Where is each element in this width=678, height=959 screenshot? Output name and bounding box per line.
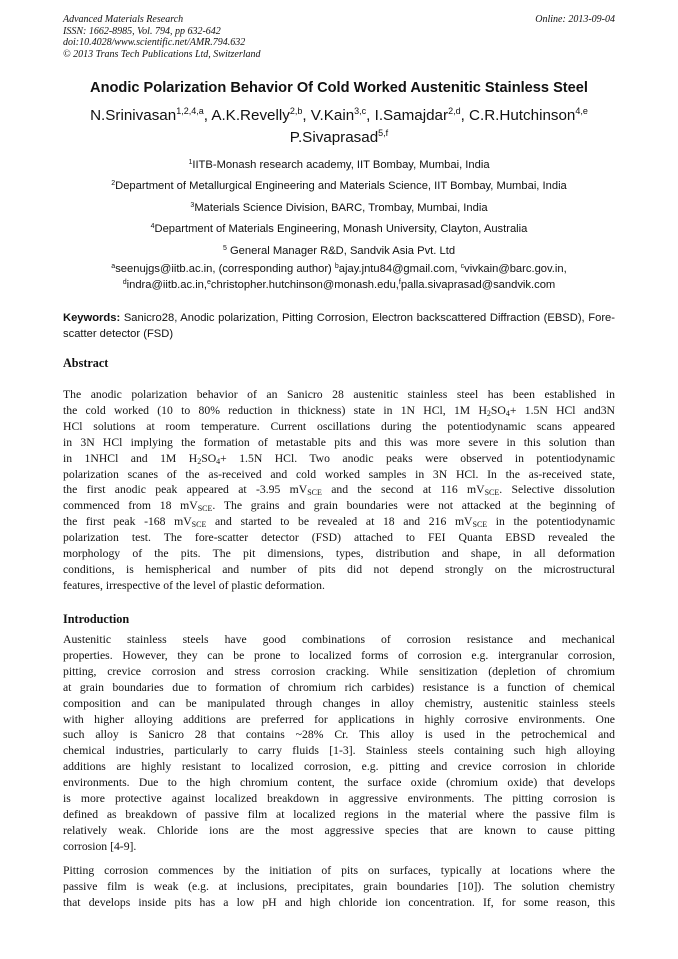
author-name: , C.R.Hutchinson — [460, 107, 576, 124]
abstract-line: in 3N HCl implying the formation of metastable pits and this was more severe in this solution than — [63, 435, 615, 449]
affiliation-text: Department of Metallurgical Engineering and Materials Science, IIT Bombay, Mumbai, India — [115, 180, 567, 193]
online-date: Online: 2013-09-04 — [535, 14, 615, 25]
abstract-line: commenced from 18 $mV_{SCE}$. The grains and grain boundaries were not attacked at the beginning of — [63, 499, 615, 514]
abstract-line: morphology of the pits. The pit dimensions, types, distribution and shape, in all deformation — [63, 547, 615, 561]
email-sup: e — [207, 278, 211, 286]
email-sup: b — [334, 263, 339, 270]
intro-line: properties. However, they can be prone to localized forms of corrosion e.g. intergranular corrosion, — [63, 648, 615, 662]
email-sup: c — [460, 263, 465, 270]
abstract-line: the first anodic peak appeared at -3.95 $mV_{SCE}$ and the second at 116 $mV_{SCE}$. Selective dissolution — [63, 483, 616, 498]
author-name: , I.Samajdar — [366, 107, 449, 124]
intro-line: Austenitic stainless steels have good combinations of corrosion resistance and mechanical — [63, 633, 615, 646]
affiliation-sup: 1 — [188, 159, 193, 166]
author-affil-sup: 2,b — [289, 106, 303, 116]
intro-line: additions are highly resistant to localized corrosion, e.g. pitting and crevice corrosion in chloride — [63, 760, 615, 774]
author-name: P.Sivaprasad — [289, 129, 379, 146]
affiliation — [40, 241, 638, 262]
issn: ISSN: 1662-8985, Vol. 794, pp 632-642 — [63, 25, 221, 37]
email-f[interactable]: palla.sivaprasad@sandvik.com — [400, 278, 556, 291]
affiliation-sup: 4 — [150, 223, 155, 231]
author-affil-sup: 1,2,4,a — [176, 106, 204, 116]
abstract-line: the cold worked (10 to 80% reduction in thickness) state in 1N HCl, 1M $H_2SO_4+ 1.5N$ HCl and3N — [63, 403, 615, 418]
author-affil-sup: 5,f — [378, 128, 389, 138]
copyright: © 2013 Trans Tech Publications Ltd, Switzerland — [63, 48, 261, 60]
keywords-text: Sanicro28, Anodic polarization, Pitting Corrosion, Electron backscattered Diffraction (EBSD), Fore-scatter detector (FSD) — [63, 312, 615, 340]
introduction-paragraph-1 — [63, 632, 615, 855]
email-c[interactable]: vivkain@barc.gov.in, — [464, 263, 567, 275]
intro-line: Pitting corrosion commences by the initiation of pits on surfaces, typically at locations where the — [63, 864, 615, 877]
author-affil-sup: 4,e — [575, 106, 588, 116]
journal-header — [63, 14, 615, 60]
abstract-line: polarization scanes of the as-received and cold worked samples in 3N HCl. In the as-received state, — [63, 467, 615, 481]
intro-line: that develops inside pits has a low pH and high chloride ion concentration. If, for some reason, this — [63, 895, 615, 909]
author-affil-sup: 2,d — [448, 106, 461, 116]
email-a[interactable]: seenujgs@iitb.ac.in, (corresponding author) — [115, 263, 335, 275]
author-list — [40, 105, 638, 149]
keywords-label: Keywords: — [63, 312, 121, 324]
email-line-2 — [40, 278, 638, 294]
email-list — [40, 262, 638, 293]
abstract-line: features, irrespective of the level of plastic deformation. — [63, 578, 325, 592]
affiliation-text: General Manager R&D, Sandvik Asia Pvt. Ltd — [226, 244, 456, 257]
author-name: , V.Kain — [302, 107, 355, 124]
intro-line: defined as breakdown of passive film at localized regions in the material where the passive film is — [63, 807, 615, 821]
doi: doi:10.4028/www.scientific.net/AMR.794.632 — [63, 37, 246, 48]
email-b[interactable]: ajay.jntu84@gmail.com, — [338, 263, 461, 275]
author-line-1 — [40, 105, 638, 127]
keywords — [63, 310, 615, 342]
affiliation-sup: 5 — [222, 244, 227, 252]
abstract-line: HCl solutions at room temperature. Current oscillations during the potentiodynamic scans appeared — [63, 419, 615, 433]
affiliation — [40, 219, 638, 240]
intro-line: such alloy is Sanicro 28 that contains ~28% Cr. This alloy is used in the petrochemical and — [63, 728, 615, 742]
affiliation-sup: 2 — [111, 180, 116, 188]
affiliation-list — [40, 155, 638, 262]
author-name: N.Srinivasan — [90, 107, 177, 124]
journal-name: Advanced Materials Research — [63, 14, 184, 25]
affiliation — [40, 176, 638, 197]
introduction-paragraph-2 — [63, 863, 615, 911]
intro-line: is more protective against localized breakdown in aggressive environments. The pitting corrosion is — [63, 792, 615, 806]
introduction-heading: Introduction — [63, 612, 130, 626]
intro-line: pitting, crevice corrosion and stress corrosion cracking. While sensitization (depletion of chromium — [63, 664, 615, 678]
abstract-body — [63, 387, 615, 594]
abstract-line: conditions, is hemispherical and number of pits did not depend strongly on the microstructural — [63, 562, 615, 576]
affiliation — [40, 198, 638, 219]
abstract-line: in 1NHCl and 1M $H_2SO_4+ 1.5N$ HCl. Two anodic peaks were observed in potentiodynamic — [63, 451, 615, 466]
paper-title: Anodic Polarization Behavior Of Cold Worked Austenitic Stainless Steel — [90, 80, 588, 96]
affiliation — [40, 155, 638, 176]
intro-line: environments. Due to the high chromium content, the surface oxide (chromium oxide) that develops — [63, 776, 615, 790]
intro-line: relatively weak. Chloride ions are the most aggressive species that are known to cause pitting — [63, 823, 615, 837]
email-sup: a — [111, 263, 116, 270]
author-line-2 — [40, 127, 638, 149]
email-sup: f — [398, 278, 401, 286]
abstract-line: polarization test. The fore-scatter detector (FSD) attached to FEI Quanta EBSD revealed the — [63, 531, 615, 545]
email-line-1 — [40, 262, 638, 278]
email-sup: d — [122, 278, 127, 286]
intro-line: passive film is weak (e.g. at inclusions, precipitates, grain boundaries [10]). The solution chemistry — [63, 879, 615, 893]
affiliation-text: Materials Science Division, BARC, Trombay, Mumbai, India — [194, 201, 488, 214]
intro-line: at grain boundaries due to formation of chromium rich carbides) resistance is a function of chemical — [63, 680, 615, 694]
intro-line: with higher alloying additions are preferred for applications in highly corrosive environments. One — [63, 712, 615, 726]
intro-line: chemical industries, particularly to carry fluids [1-3]. Stainless steels containing such high alloying — [63, 744, 615, 758]
abstract-heading: Abstract — [63, 356, 109, 370]
affiliation-sup: 3 — [190, 201, 195, 209]
abstract-line: the first peak -168 $mV_{SCE}$ and started to be revealed at 18 and 216 $mV_{SCE}$ in the potentiodynamic — [63, 515, 615, 530]
author-name: , A.K.Revelly — [203, 107, 290, 124]
affiliation-text: IITB-Monash research academy, IIT Bombay, Mumbai, India — [192, 159, 490, 171]
email-e[interactable]: christopher.hutchinson@monash.edu, — [210, 278, 399, 291]
affiliation-text: Department of Materials Engineering, Monash University, Clayton, Australia — [154, 223, 528, 236]
email-d[interactable]: indra@iitb.ac.in, — [126, 278, 208, 291]
intro-line: composition and can be manipulated through changes in alloy chemistry, austenitic stainless steels — [63, 696, 615, 710]
author-affil-sup: 3,c — [354, 106, 367, 116]
abstract-line: The anodic polarization behavior of an Sanicro 28 austenitic stainless steel has been established in — [63, 388, 615, 401]
intro-line: corrosion [4-9]. — [63, 839, 137, 853]
